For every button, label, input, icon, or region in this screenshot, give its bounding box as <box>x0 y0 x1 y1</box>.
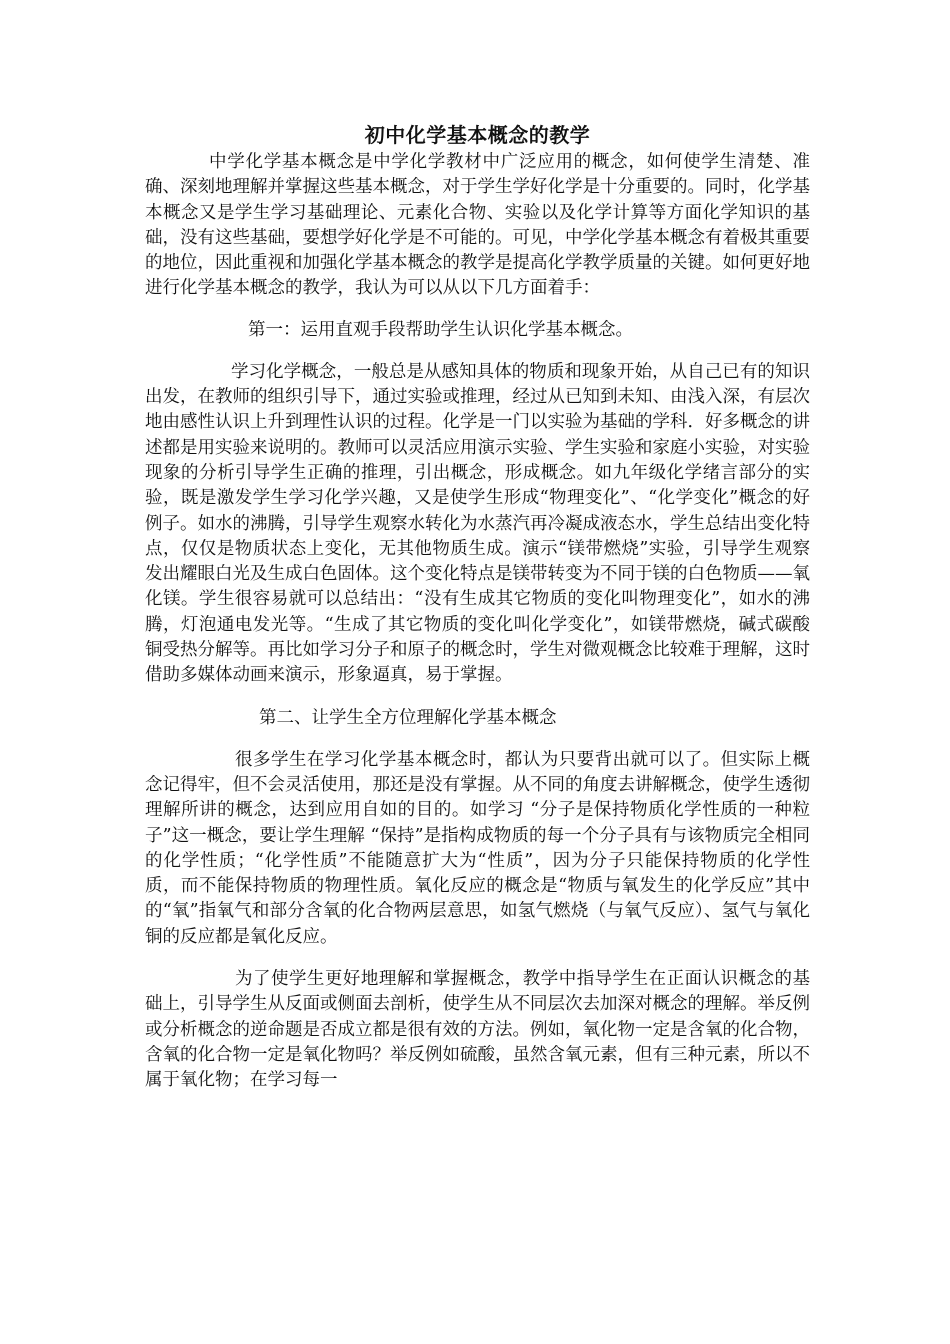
paragraph-spacer <box>145 950 810 967</box>
section-1-heading: 第一：运用直观手段帮助学生认识化学基本概念。 <box>248 319 633 340</box>
section-2-heading: 第二、让学生全方位理解化学基本概念 <box>259 707 557 728</box>
section-2-paragraph-2: 为了使学生更好地理解和掌握概念，教学中指导学生在正面认识概念的基础上，引导学生从反面或侧面去剖析，使学生从不同层次去加深对概念的理解。举反例或分析概念的逆命题是否成立都是很有效的方法。例如，氧化物一定是含氧的化合物，含氧的化合物一定是氧化物吗？举反例如硫酸，虽然含氧元素，但有三种元素，所以不属于氧化物；在学习每一 <box>145 969 810 1091</box>
document-title: 初中化学基本概念的教学 <box>364 123 591 147</box>
section-2-paragraph-1: 很多学生在学习化学基本概念时，都认为只要背出就可以了。但实际上概念记得牢，但不会灵活使用，那还是没有掌握。从不同的角度去讲解概念，使学生透彻理解所讲的概念，达到应用自如的目的。如学习 “分子是保持物质化学性质的一种粒子”这一概念，要让学生理解 “保持”是指构成物质的每一个分子具有与该物质完全相同的化学性质；“化学性质”不能随意扩大为“性质”，因为分子只能保持物质的化学性质，而不能保持物质的物理性质。氧化反应的概念是“物质与氧发生的化学反应”其中的“氧”指氧气和部分含氧的化合物两层意思，如氢气燃烧（与氧气反应）、氢气与氧化铜的反应都是氧化反应。 <box>145 749 810 947</box>
document-body <box>145 122 810 1094</box>
intro-paragraph: 中学化学基本概念是中学化学教材中广泛应用的概念，如何使学生清楚、准确、深刻地理解并掌握这些基本概念，对于学生学好化学是十分重要的。同时，化学基本概念又是学生学习基础理论、元素化合物、实验以及化学计算等方面化学知识的基础，没有这些基础，要想学好化学是不可能的。可见，中学化学基本概念有着极其重要的地位，因此重视和加强化学基本概念的教学是提高化学教学质量的关键。如何更好地进行化学基本概念的教学，我认为可以从以下几方面着手： <box>145 152 810 299</box>
section-1-paragraph: 学习化学概念，一般总是从感知具体的物质和现象开始，从自己已有的知识出发，在教师的组织引导下，通过实验或推理，经过从已知到未知、由浅入深，有层次地由感性认识上升到理性认识的过程。化学是一门以实验为基础的学科．好多概念的讲述都是用实验来说明的。教师可以灵活应用演示实验、学生实验和家庭小实验，对实验现象的分析引导学生正确的推理，引出概念，形成概念。如九年级化学绪言部分的实验，既是激发学生学习化学兴趣，又是使学生形成“物理变化”、“化学变化”概念的好例子。如水的沸腾，引导学生观察水转化为水蒸汽再冷凝成液态水，学生总结出变化特点，仅仅是物质状态上变化，无其他物质生成。演示“镁带燃烧”实验，引导学生观察发出耀眼白光及生成白色固体。这个变化特点是镁带转变为不同于镁的白色物质——氧化镁。学生很容易就可以总结出：“没有生成其它物质的变化叫物理变化”，如水的沸腾，灯泡通电发光等。“生成了其它物质的变化叫化学变化”，如镁带燃烧，碱式碳酸铜受热分解等。再比如学习分子和原子的概念时，学生对微观概念比较难于理解，这时借助多媒体动画来演示，形象逼真，易于掌握。 <box>145 361 810 686</box>
